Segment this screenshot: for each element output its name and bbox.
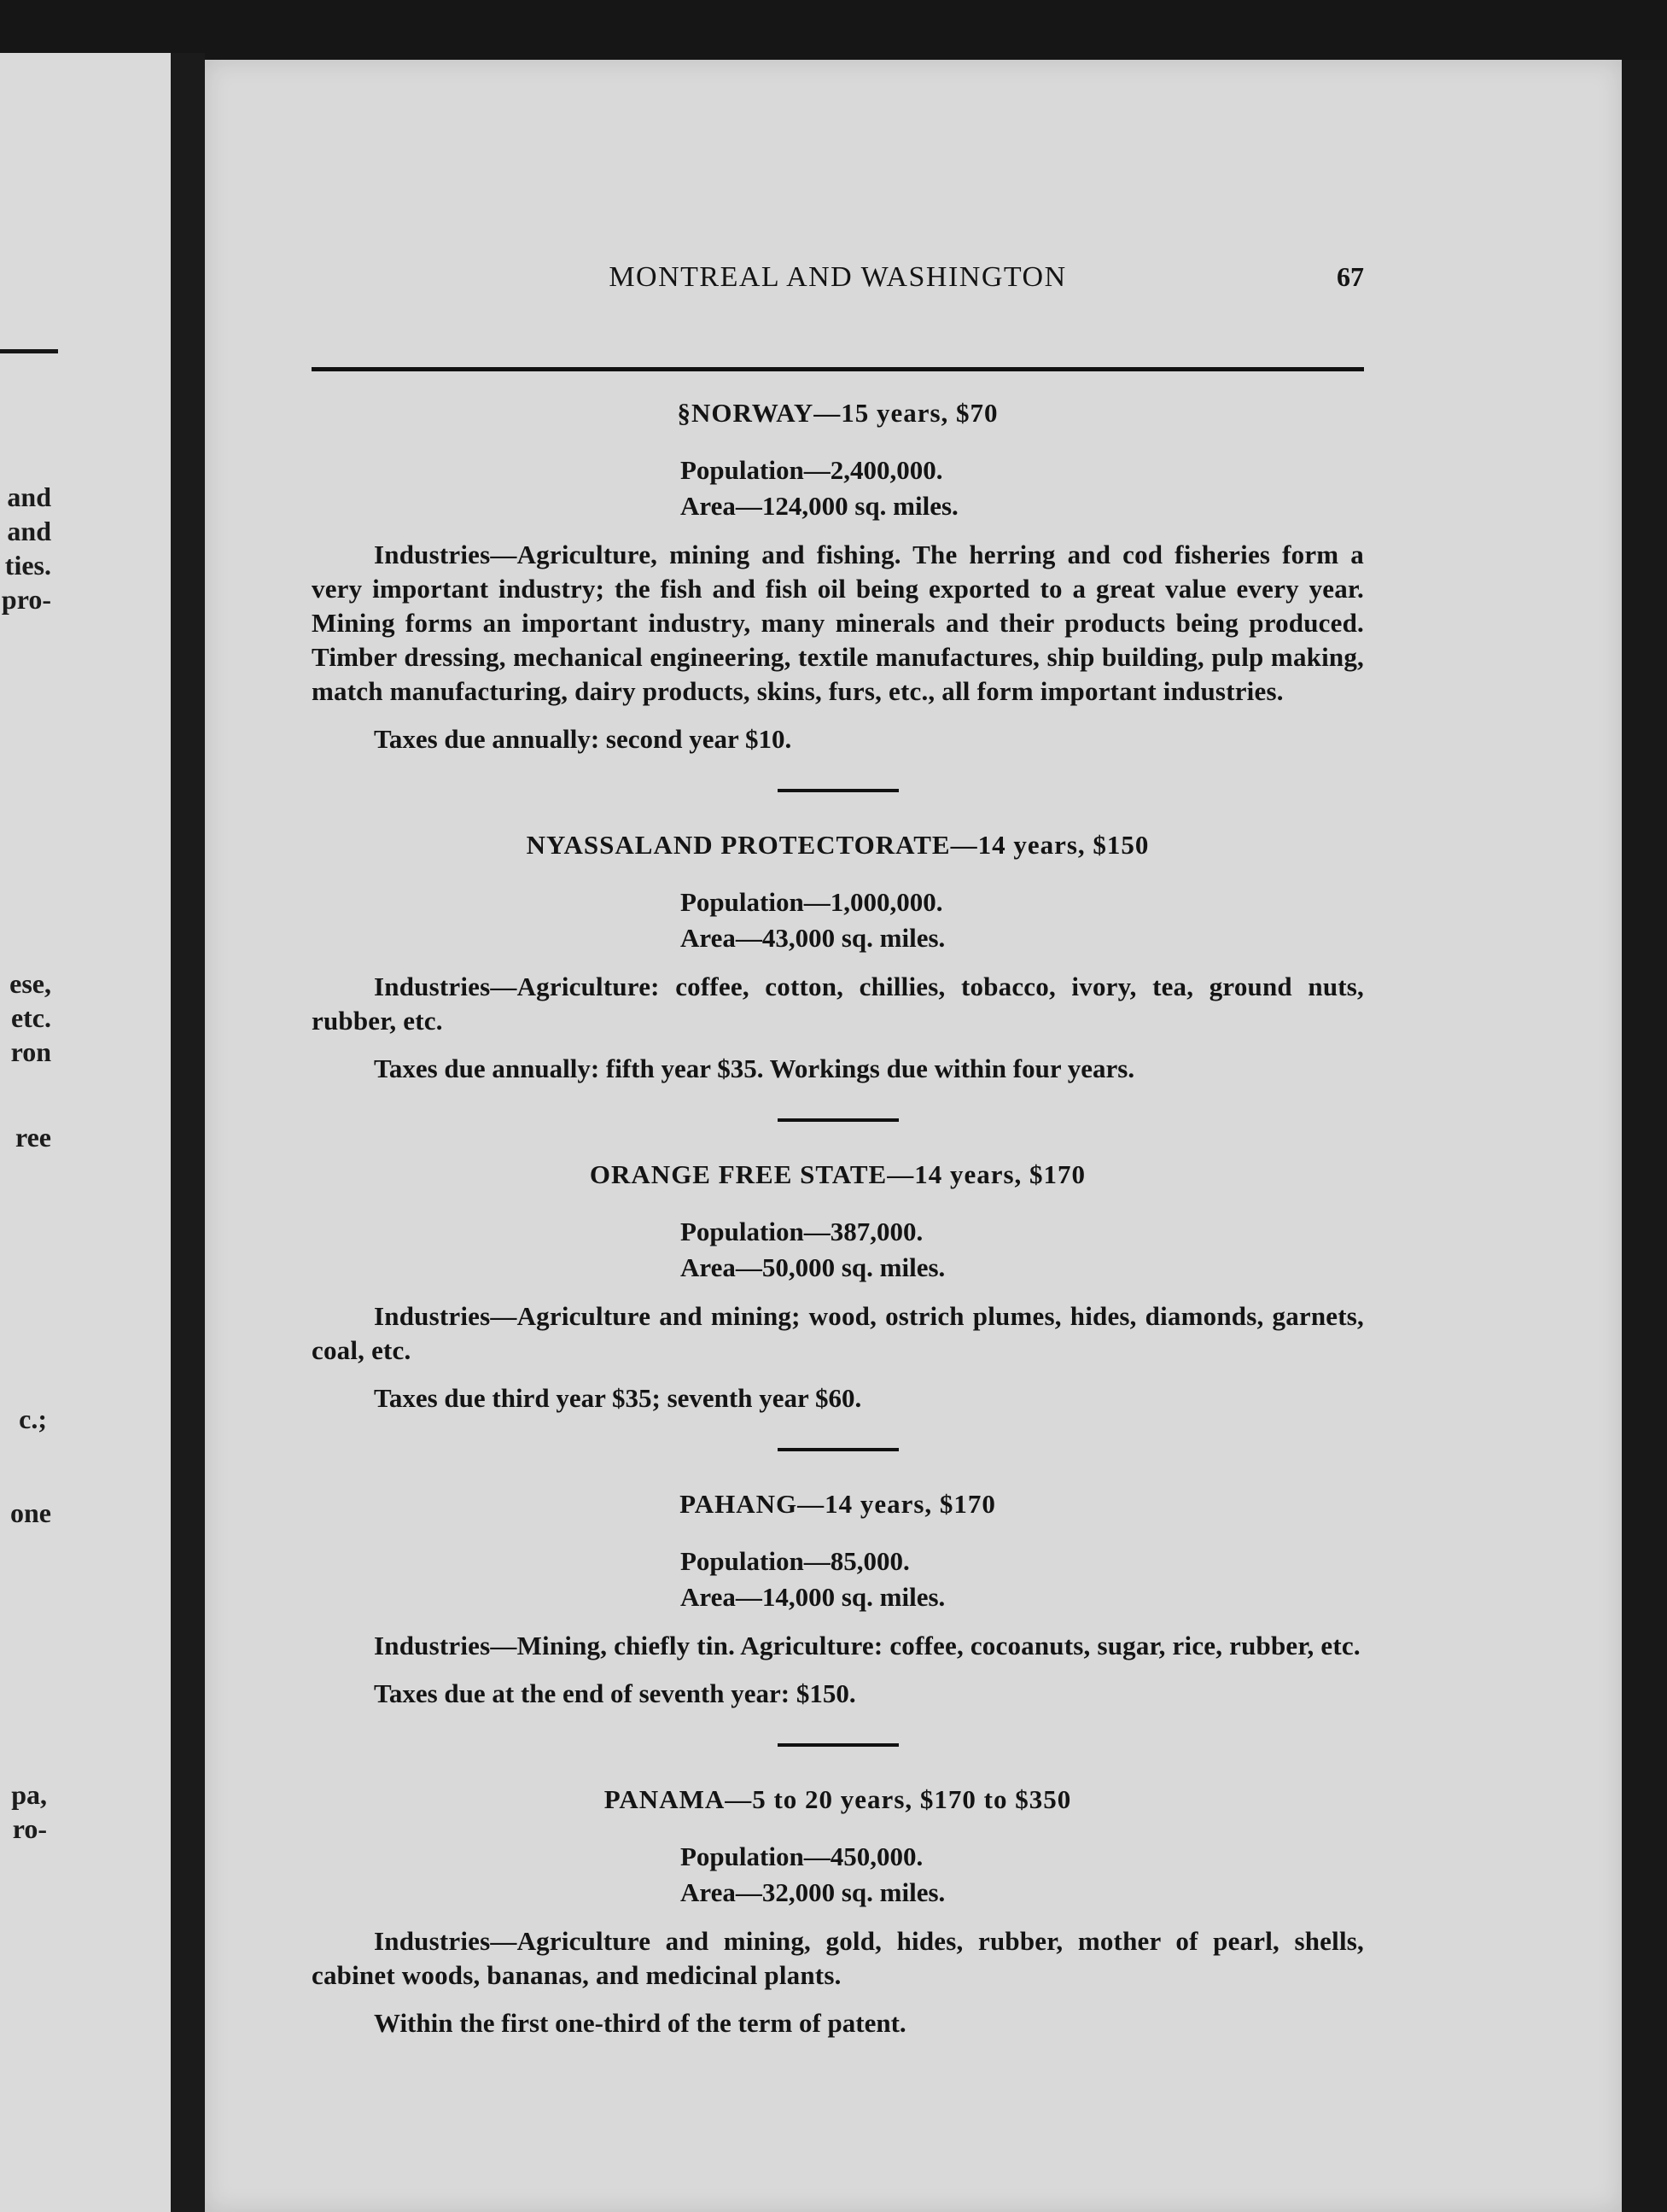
country-entry-panama [312, 1781, 1364, 2040]
facing-page-line: ro- [12, 1813, 47, 1844]
entry-stats [312, 1839, 1364, 1911]
book-spine-shadow [171, 53, 205, 2212]
scan-top-border [0, 0, 1667, 68]
facing-page-line: ese, [9, 968, 51, 999]
entry-title: ORANGE FREE STATE—14 years, $170 [589, 1159, 1087, 1189]
running-header-title: MONTREAL AND WASHINGTON [609, 261, 1067, 293]
country-entry-pahang [312, 1485, 1364, 1711]
section-divider [778, 1743, 899, 1747]
industries-paragraph: Industries—Mining, chiefly tin. Agriculture: coffee, cocoanuts, sugar, rice, rubber, etc. [374, 1631, 1361, 1660]
country-entry-norway [312, 394, 1364, 756]
facing-page-line: etc. [10, 1002, 51, 1033]
taxes-line: Taxes due annually: fifth year $35. Workings due within four years. [374, 1053, 1135, 1083]
header-rule [312, 367, 1364, 371]
entry-stats [312, 1544, 1364, 1615]
entry-title: NYASSALAND PROTECTORATE—14 years, $150 [526, 830, 1150, 860]
book-page [205, 60, 1622, 2212]
taxes-line: Taxes due annually: second year $10. [374, 724, 792, 754]
country-entry-orange-free-state [312, 1156, 1364, 1415]
area-line: Area—43,000 sq. miles. [680, 923, 946, 953]
facing-page-line: one [10, 1497, 51, 1528]
section-divider [778, 1118, 899, 1122]
facing-page-rule [0, 349, 58, 353]
entry-title: PAHANG—14 years, $170 [679, 1489, 996, 1519]
taxes-line: Within the first one-third of the term of patent. [374, 2008, 906, 2038]
country-entry-nyassaland [312, 826, 1364, 1086]
facing-page-text-block [10, 1496, 51, 1530]
area-line: Area—32,000 sq. miles. [680, 1877, 946, 1907]
page-number: 67 [1337, 261, 1364, 292]
facing-page-line: and [7, 482, 51, 512]
section-divider [778, 789, 899, 792]
scan-right-border [1622, 60, 1667, 2212]
taxes-line: Taxes due third year $35; seventh year $60. [374, 1383, 862, 1413]
area-line: Area—124,000 sq. miles. [680, 491, 959, 521]
facing-page-line: ree [15, 1122, 51, 1153]
entry-title: PANAMA—5 to 20 years, $170 to $350 [603, 1784, 1072, 1814]
industries-paragraph: Industries—Agriculture: coffee, cotton, chillies, tobacco, ivory, tea, ground nuts, rubber, etc. [312, 972, 1364, 1036]
entry-stats [312, 452, 1364, 524]
population-line: Population—387,000. [680, 1217, 924, 1246]
area-line: Area—50,000 sq. miles. [680, 1252, 946, 1282]
population-line: Population—85,000. [680, 1546, 910, 1576]
entry-stats [312, 1214, 1364, 1286]
facing-page-text-block [2, 480, 51, 616]
facing-page-text-block [15, 1120, 51, 1154]
industries-paragraph: Industries—Agriculture and mining; wood, ostrich plumes, hides, diamonds, garnets, coal, etc. [312, 1301, 1364, 1365]
entry-title: §NORWAY—15 years, $70 [677, 398, 999, 428]
taxes-line: Taxes due at the end of seventh year: $150. [374, 1678, 856, 1708]
population-line: Population—1,000,000. [680, 887, 943, 917]
facing-page-text-block [9, 966, 51, 1069]
facing-page-line: c.; [19, 1404, 47, 1434]
entries-list [312, 394, 1364, 2040]
industries-paragraph: Industries—Agriculture and mining, gold, hides, rubber, mother of pearl, shells, cabinet woods, bananas, and medicinal plants. [312, 1926, 1364, 1990]
facing-page-fragment [0, 53, 171, 2212]
industries-paragraph: Industries—Agriculture, mining and fishing. The herring and cod fisheries form a very important industry; the fish and fish oil being exported to a great value every year. Mining forms an important industry, many minerals and their products being produced. Timber dressing, mechanical engineering, textile manufactures, ship building, pulp making, match manufacturing, dairy products, skins, furs, etc., all form important industries. [312, 540, 1364, 706]
section-divider [778, 1448, 899, 1451]
facing-page-line: pro- [1, 584, 51, 615]
facing-page-line: ties. [4, 550, 51, 581]
entry-stats [312, 884, 1364, 956]
area-line: Area—14,000 sq. miles. [680, 1582, 946, 1612]
facing-page-text-block [19, 1402, 47, 1436]
population-line: Population—450,000. [680, 1841, 924, 1871]
facing-page-text-block [11, 1777, 47, 1846]
facing-page-line: ron [10, 1036, 51, 1067]
facing-page-line: and [7, 516, 51, 546]
facing-page-line: pa, [11, 1779, 47, 1810]
population-line: Population—2,400,000. [680, 455, 943, 485]
running-header [312, 261, 1364, 309]
